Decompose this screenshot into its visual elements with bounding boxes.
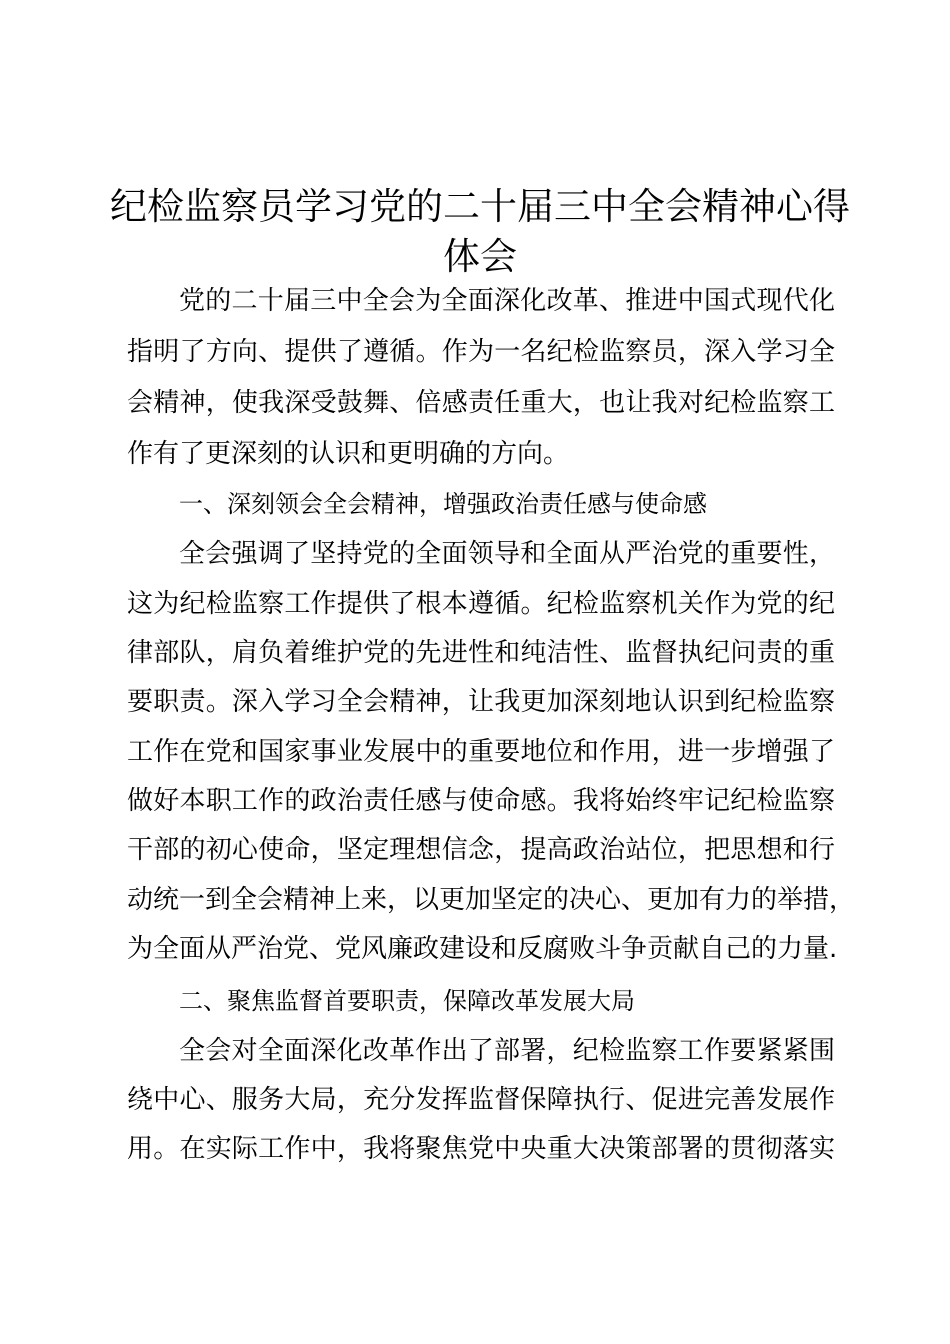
document-title-line-1: 纪检监察员学习党的二十届三中全会精神心得 [110, 185, 850, 228]
paragraph-1-line-1: 党的二十届三中全会为全面深化改革、推进中国式现代化 [179, 286, 835, 316]
paragraph-3-line-3: 用。在实际工作中，我将聚焦党中央重大决策部署的贯彻落实 [127, 1134, 835, 1164]
paragraph-1-line-3: 会精神，使我深受鼓舞、倍感责任重大，也让我对纪检监察工 [127, 388, 835, 418]
document-title-line-2: 体会 [443, 235, 517, 278]
section-heading-2: 二、聚焦监督首要职责，保障改革发展大局 [179, 987, 635, 1015]
paragraph-2-line-9: 为全面从严治党、党风廉政建设和反腐败斗争贡献自己的力量. [127, 934, 838, 964]
paragraph-1-line-2: 指明了方向、提供了遵循。作为一名纪检监察员，深入学习全 [127, 337, 835, 367]
paragraph-2-line-1: 全会强调了坚持党的全面领导和全面从严治党的重要性， [179, 539, 835, 569]
paragraph-2-line-3: 律部队，肩负着维护党的先进性和纯洁性、监督执纪问责的重 [127, 638, 835, 668]
paragraph-2-line-5: 工作在党和国家事业发展中的重要地位和作用，进一步增强了 [127, 737, 835, 767]
paragraph-2-line-2: 这为纪检监察工作提供了根本遵循。纪检监察机关作为党的纪 [127, 589, 835, 619]
paragraph-2-line-8: 动统一到全会精神上来，以更加坚定的决心、更加有力的举措， [127, 885, 856, 915]
paragraph-3-line-2: 绕中心、服务大局，充分发挥监督保障执行、促进完善发展作 [127, 1085, 835, 1115]
paragraph-2-line-6: 做好本职工作的政治责任感与使命感。我将始终牢记纪检监察 [127, 786, 835, 816]
paragraph-1-line-4: 作有了更深刻的认识和更明确的方向。 [127, 439, 570, 469]
section-heading-1: 一、深刻领会全会精神，增强政治责任感与使命感 [179, 490, 707, 518]
paragraph-2-line-7: 干部的初心使命，坚定理想信念，提高政治站位，把思想和行 [127, 835, 835, 865]
paragraph-3-line-1: 全会对全面深化改革作出了部署，纪检监察工作要紧紧围 [179, 1036, 835, 1066]
paragraph-2-line-4: 要职责。深入学习全会精神，让我更加深刻地认识到纪检监察 [127, 687, 835, 717]
